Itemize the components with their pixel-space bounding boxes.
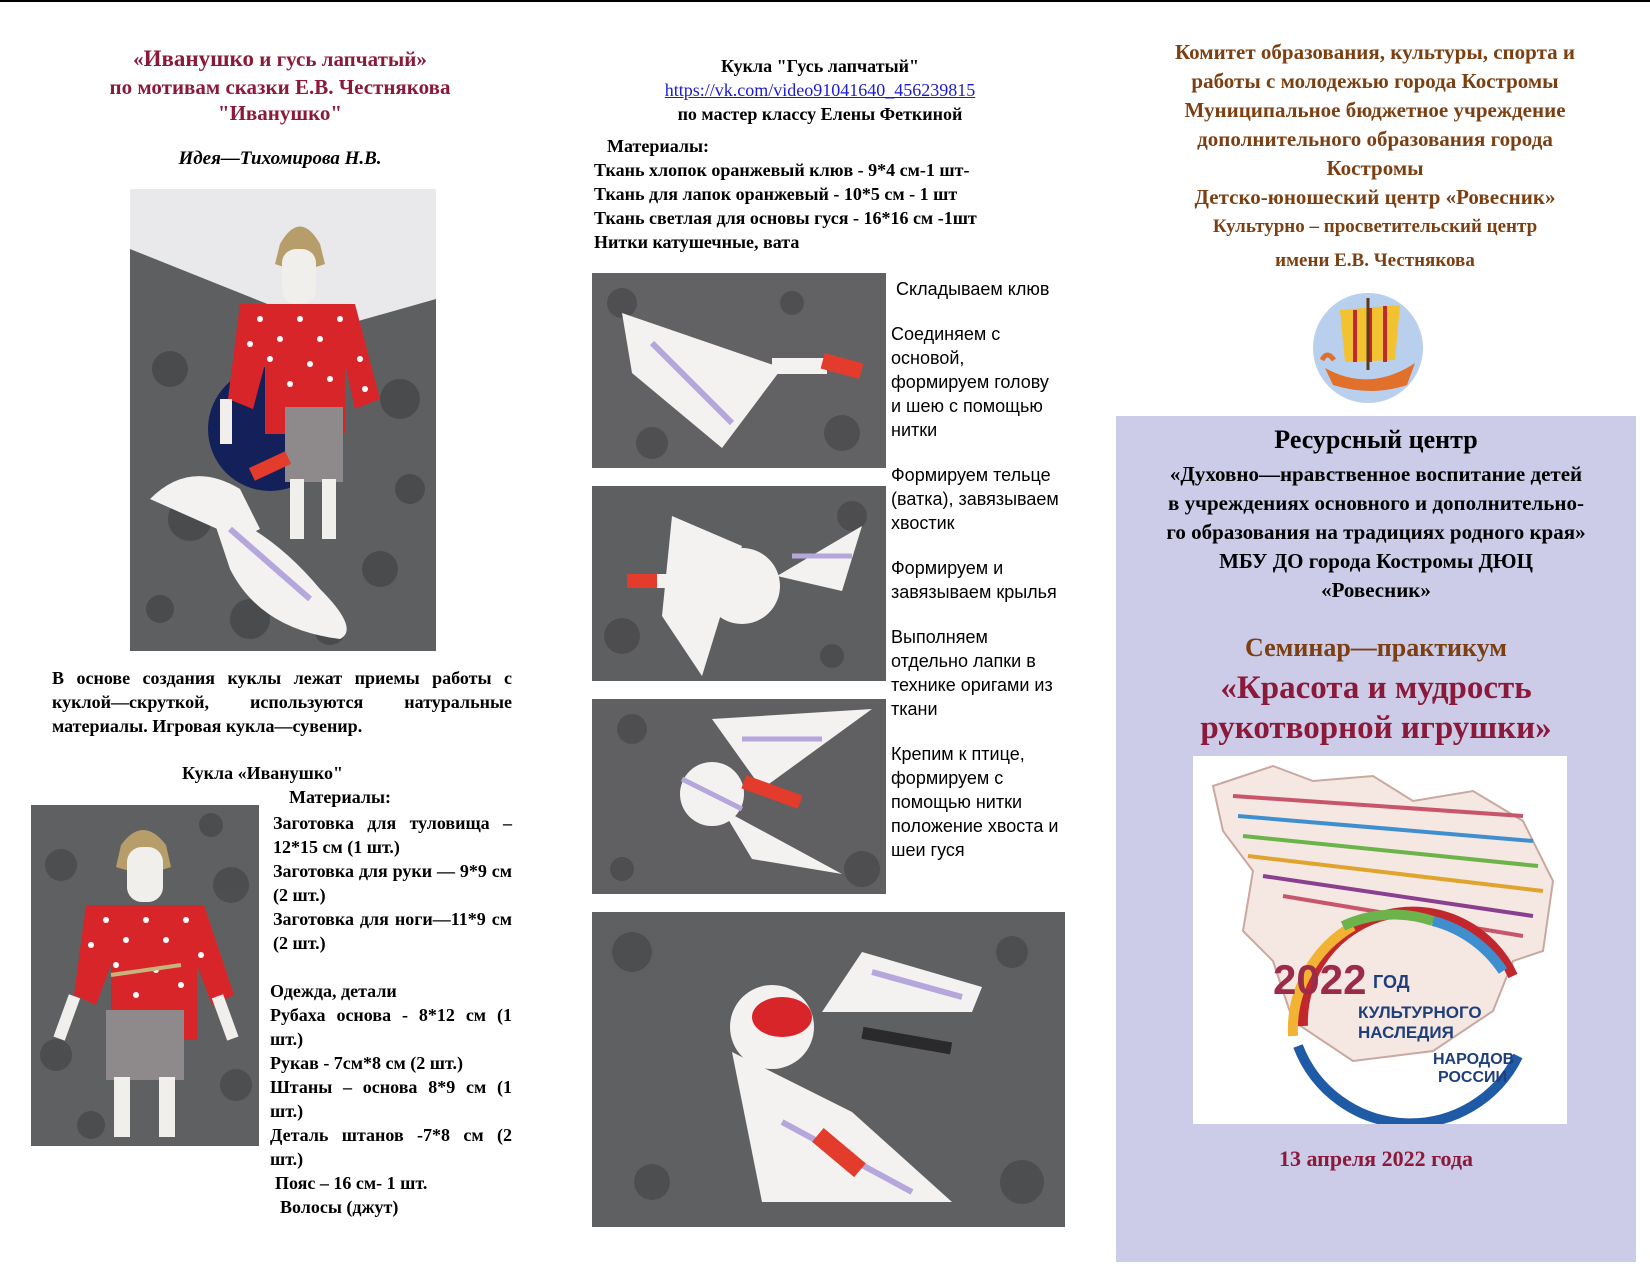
goose-material-item: Ткань светлая для основы гуся - 16*16 см -1шт <box>594 208 977 228</box>
org-line: Культурно – просветительский центр <box>1212 216 1538 237</box>
step-text: Соединяем с основой, формируем голову и шею с помощью нитки <box>891 324 1049 440</box>
clothes-item: Деталь штанов -7*8 см (2 шт.) <box>270 1125 512 1169</box>
org-line: имени Е.В. Честнякова <box>1275 250 1475 271</box>
goose-step-illustration <box>592 486 886 681</box>
ship-logo-icon <box>1310 290 1426 406</box>
photo-finished-goose <box>592 912 1065 1227</box>
step-text: Формируем и завязываем крылья <box>891 558 1057 602</box>
step-text: Выполняем отдельно лапки в технике оригами из ткани <box>891 627 1053 719</box>
heritage-map-icon <box>1193 756 1567 1124</box>
goose-material-item: Ткань для лапок оранжевый - 10*5 см - 1 шт <box>594 184 958 204</box>
event-title <box>1116 668 1636 748</box>
goose-doll-title: Кукла "Гусь лапчатый" <box>721 56 919 76</box>
org-line: Детско-юношеский центр «Ровесник» <box>1194 185 1556 209</box>
center-ship-logo <box>1310 290 1426 406</box>
photo-ivanushko-with-goose <box>130 189 436 651</box>
logo-year: 2022 <box>1273 956 1367 1003</box>
goose-materials <box>594 158 1064 254</box>
rc-line: МБУ ДО города Костромы ДЮЦ <box>1219 549 1533 573</box>
logo-line4: РОССИИ <box>1438 1069 1508 1086</box>
org-line: Комитет образования, культуры, спорта и <box>1175 40 1575 64</box>
ivanushko-doll-title: Кукла «Иванушко" <box>182 763 343 783</box>
material-item: Заготовка для туловища –12*15 см (1 шт.) <box>273 813 512 857</box>
rc-line: «Ровесник» <box>1321 578 1431 602</box>
goose-steps <box>891 277 1061 883</box>
goose-step-illustration <box>592 912 1065 1227</box>
clothes-item: Волосы (джут) <box>280 1197 399 1217</box>
left-subtitle-2: "Иванушко" <box>217 101 343 125</box>
step-text: Крепим к птице, формируем с помощью нитки положение хвоста и шеи гуся <box>891 744 1059 860</box>
top-border-line <box>0 0 1650 2</box>
photo-ivanushko-doll <box>31 805 259 1146</box>
clothes-item: Штаны – основа 8*9 см (1 шт.) <box>270 1077 512 1121</box>
goose-materials-title: Материалы: <box>607 136 710 156</box>
step-text: Формируем тельце (ватка), завязываем хвостик <box>891 465 1059 533</box>
clothes-title: Одежда, детали <box>270 981 397 1001</box>
goose-material-item: Нитки катушечные, вата <box>594 232 800 252</box>
material-item: Заготовка для руки — 9*9 см (2 шт.) <box>273 861 512 905</box>
logo-line2: НАСЛЕДИЯ <box>1358 1023 1454 1042</box>
clothes-item: Пояс – 16 см- 1 шт. <box>275 1173 428 1193</box>
seminar-label: Семинар—практикум <box>1245 633 1507 662</box>
photo-step-beak <box>592 273 886 468</box>
photo-step-wings <box>592 699 886 894</box>
doll-description: В основе создания куклы лежат приемы работы с куклой—скруткой, используются натуральные материалы. Игровая кукла—сувенир. <box>52 668 512 736</box>
goose-material-item: Ткань хлопок оранжевый клюв - 9*4 см-1 шт- <box>594 160 970 180</box>
left-subtitle-1: по мотивам сказки Е.В. Честнякова <box>109 75 451 99</box>
resource-center-title: Ресурсный центр <box>1274 425 1478 454</box>
rc-line: «Духовно—нравственное воспитание детей <box>1169 462 1583 486</box>
master-class-credit: по мастер классу Елены Феткиной <box>677 104 963 124</box>
logo-god: ГОД <box>1373 972 1410 992</box>
org-line: Костромы <box>1326 156 1424 180</box>
left-title <box>55 46 505 72</box>
logo-line1: КУЛЬТУРНОГО <box>1358 1003 1482 1022</box>
org-line: работы с молодежью города Костромы <box>1191 69 1559 93</box>
ivanushko-materials-title: Материалы: <box>289 787 392 807</box>
org-line: дополнительного образования города <box>1197 127 1553 151</box>
rc-line: го образования на традициях родного края» <box>1166 520 1586 544</box>
organization-block <box>1115 38 1635 275</box>
org-line: Муниципальное бюджетное учреждение <box>1184 98 1566 122</box>
cultural-heritage-year-logo <box>1193 756 1567 1124</box>
doll-goose-illustration <box>130 189 436 651</box>
resource-center-description <box>1116 460 1636 605</box>
video-link-wrap <box>575 78 1065 102</box>
ivanushko-materials <box>265 811 512 1219</box>
photo-step-body <box>592 486 886 681</box>
rc-line: в учреждениях основного и дополнительно- <box>1168 491 1584 515</box>
clothes-item: Рукав - 7см*8 см (2 шт.) <box>270 1053 463 1073</box>
clothes-item: Рубаха основа - 8*12 см (1 шт.) <box>270 1005 512 1049</box>
title-rest: и гусь лапчатый» <box>254 47 427 71</box>
step-text: Складываем клюв <box>896 279 1050 299</box>
material-item: Заготовка для ноги—11*9 см (2 шт.) <box>273 909 512 953</box>
idea-author: Идея—Тихомирова Н.В. <box>178 148 382 169</box>
video-link[interactable]: https://vk.com/video91041640_456239815 <box>664 80 976 100</box>
logo-line3: НАРОДОВ <box>1433 1051 1515 1068</box>
goose-step-illustration <box>592 699 886 894</box>
doll-illustration <box>31 805 259 1146</box>
event-date: 13 апреля 2022 года <box>1278 1146 1474 1171</box>
title-bold: Иванушко <box>143 46 255 71</box>
title-quote: « <box>133 47 144 71</box>
event-title-line: «Красота и мудрость <box>1220 670 1532 706</box>
goose-step-illustration <box>592 273 886 468</box>
event-title-line: рукотворной игрушки» <box>1200 710 1552 746</box>
